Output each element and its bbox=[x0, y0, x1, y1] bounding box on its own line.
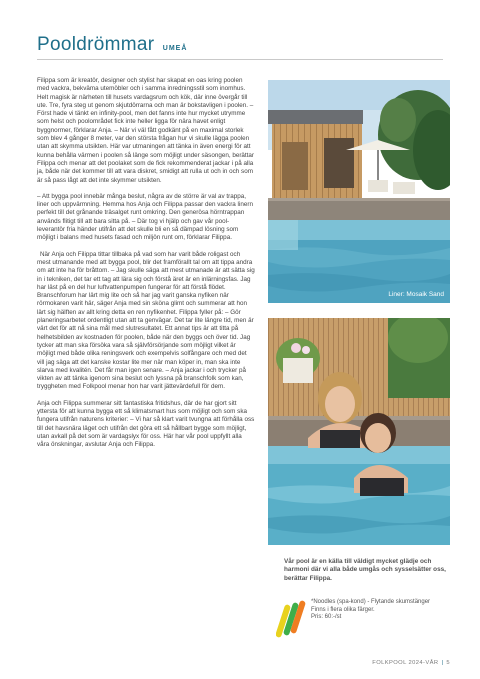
title-divider bbox=[37, 59, 443, 60]
footer-separator: | bbox=[441, 660, 444, 666]
pool-house-photo bbox=[268, 80, 450, 303]
article-paragraph: – Att bygga pool innebär många beslut, några av de större är val av trappa, liner och uppvärmning. Hemma hos Anja och Filippa passar den vackra linern perfekt till det grånande träsalget runt omkring. Den generösa hörntrappan används flitigt till att bara sitta på. – Där tog vi hjälp och gav vår pool-leverantör fria händer utifrån att det skulle bli en så dämpad lösning som möjligt i balans med husets fasad och miljön runt om, förklarar Filippa. bbox=[37, 192, 253, 242]
page-title bbox=[37, 34, 187, 56]
pool-noodles-icon bbox=[276, 598, 306, 643]
page-footer bbox=[372, 660, 450, 666]
article-paragraph: Anja och Filippa summerar sitt fantastiska fritidshus, där de har gjort sitt yttersta för att kunna bygga ett så klimatsmart hus som möjligt och som ska fungera utifrån naturens kriterier: – Vi har så klart varit tvungna att förhålla oss till det havsnära läget och utifrån det göra ett så hållbart bygge som möjligt, utan avkall på det som är vardagslyx för oss. Här har vår pool uppfyllt alla våra önskningar, avslutar Anja och Filippa. bbox=[37, 399, 255, 449]
pull-quote: Vår pool är en källa till väldigt mycket glädje och harmoni där vi alla både umgås och sysselsätter oss, berättar Filippa. bbox=[284, 558, 446, 582]
title-location: UMEÅ bbox=[162, 45, 188, 52]
owners-in-pool-photo bbox=[268, 318, 450, 545]
product-note-line: Pris: 60:-/st bbox=[311, 614, 342, 621]
product-note-line: *Noodles (spa-kond) - Flytande skumstänger bbox=[311, 599, 431, 605]
footer-magazine: FOLKPOOL 2024-VÅR bbox=[372, 660, 439, 666]
article-body bbox=[37, 77, 255, 457]
page-number: 5 bbox=[446, 660, 450, 666]
product-note-line: Finns i flera olika färger. bbox=[311, 606, 375, 613]
photo-caption: Liner: Mosaik Sand bbox=[388, 291, 444, 298]
title-main: Pooldrömmar bbox=[37, 34, 155, 55]
product-note bbox=[311, 599, 451, 622]
article-paragraph: Filippa som är kreatör, designer och stylist har skapat en oas kring poolen med vackra, bekväma utemöbler och i samma inredningsstil som inomhus. Helt magisk är närheten till husets vardagsrum och kök, där inne övergår till ute. Tre, fyra steg ut genom skjutdörrarna och man är bokstavligen i poolen. – Först hade vi tänkt en infinity-pool, men det fanns inte hur mycket utrymme som helst och poolområdet fick inte heller ligga för nära havet enligt byggnormer, förklarar Anja. – När vi väl fått godkänt på en maximal storlek som blev 4 gånger 8 meter, var den största frågan hur vi skulle lägga poolen utan att skymma utsikten. Här var utmaningen att tänka in även energi för att kunna behålla värmen i poolen så länge som möjligt under säsongen, berättar Filippa och menar att det poolaket som de fick rekommenderat jackar i på alla ja, både när det kommer till att vara diskret, smidigt att rulla ut och in och som är så pass lågt att det inte skymmer utsikten. bbox=[37, 77, 255, 184]
article-paragraph: När Anja och Filippa tittar tillbaka på vad som har varit både roligast och mest utmanande med att bygga pool, blir det framförallt tal om att tippa andra om att inte ha för bråttom. – Jag skulle säga att mest utmanade är att sätta sig in i tekniken, det tar ett tag att lära sig och förstå äret är en inlärningsfas. Jag har läst på en del hur luftvattenpumpen fungerar för att förstå flödet. Branschforum har lärt mig lite och så har jag varit ganska nyfiken när rörmokaren varit här, säger Anja med sin sköna glimt och summerar att hon lärt sig hälften av allt kring detta en ren nyfikenhet. Filippa fyller på: – Gör planeringsarbetet ordentligt utan att ta genvägar. Det tar lite längre tid, men är värt det för att nå sina mål med slutresultatet. Ett annat tips är att titta på helhetsbilden av kostnaden för poolen, både när den byggs och över tid. Jag tycker att man ska försöka vara så självförsörjande som möjligt vilket är möjligt med både olika reningsverk och exempelvis solfångare och med det vill jag säga att det kanske kostar lite mer när man köper in, man ska inte slarva med kvalitén. Det får man igen senare. – Anja jackar i och trycker på vikten av att tänka igenom sina beslut och lyssna på branschfolk som kan, tryggheten med Folkpool menar hon har varit jättevärdefull för dem. bbox=[37, 250, 255, 391]
